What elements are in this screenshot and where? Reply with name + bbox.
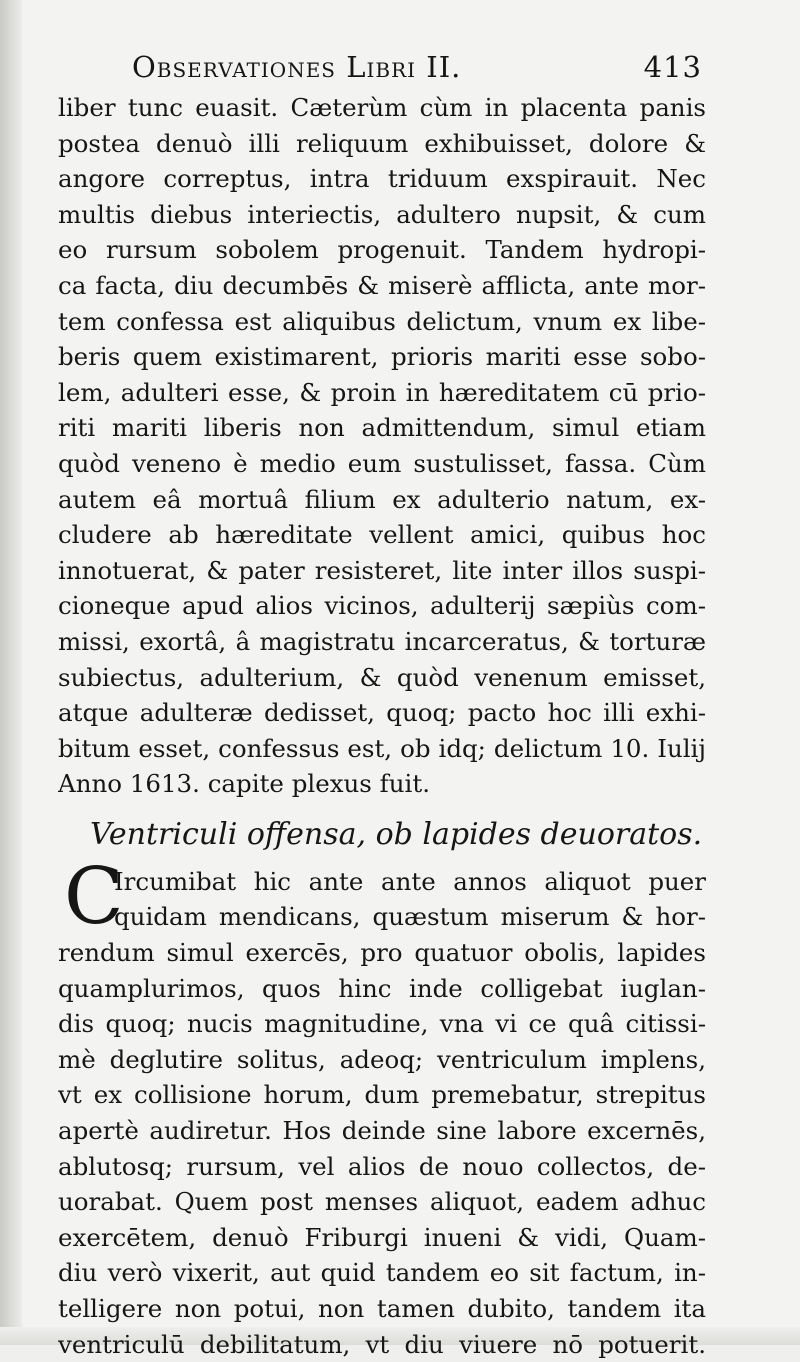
- text-line: telligere non potui, non tamen dubito, tandem ita: [58, 1294, 706, 1323]
- text-line: liber tunc euasit. Cæterùm cùm in placenta panis: [58, 93, 706, 122]
- text-line: vt ex collisione horum, dum premebatur, strepitus: [58, 1080, 706, 1110]
- text-line: exercētem, denuò Friburgi inueni & vidi, Quam-: [58, 1222, 706, 1252]
- text-line: ventriculū debilitatum, vt diu viuere nō potuerit.: [58, 1329, 706, 1359]
- text-line: multis diebus interiectis, adultero nupsit, & cum: [58, 199, 706, 229]
- running-header: [58, 44, 706, 90]
- text-line: uorabat. Quem post menses aliquot, eadem adhuc: [58, 1187, 706, 1217]
- paragraph-new-section: [58, 851, 706, 1362]
- text-line: lem, adulteri esse, & proin in hæreditatem cū prio-: [58, 377, 706, 407]
- text-line: beris quem existimarent, prioris mariti esse sobo-: [58, 342, 706, 372]
- text-line: apertè audiretur. Hos deinde sine labore excernēs,: [58, 1116, 706, 1146]
- text-line: subiectus, adulterium, & quòd venenum emisset,: [58, 662, 706, 692]
- text-line: Anno 1613. capite plexus fuit.: [58, 769, 430, 799]
- text-line: mè deglutire solitus, adeoq; ventriculum implens,: [58, 1044, 706, 1074]
- text-line: quidam mendicans, quæstum miserum & hor-: [114, 902, 706, 932]
- paragraph-continued: [58, 90, 706, 802]
- text-line: tem confessa est aliquibus delictum, vnum ex libe-: [58, 306, 706, 336]
- page-number: 413: [643, 50, 702, 84]
- text-line: cludere ab hæreditate vellent amici, quibus hoc: [58, 520, 706, 550]
- text-line: angore correptus, intra triduum exspirauit. Nec: [58, 164, 706, 194]
- running-title: Observationes Libri II.: [132, 50, 462, 84]
- text-line: innotuerat, & pater resisteret, lite inter illos suspi-: [58, 555, 706, 585]
- text-line: eo rursum sobolem progenuit. Tandem hydropi-: [58, 235, 706, 265]
- text-line: dis quoq; nucis magnitudine, vna vi ce quâ citissi-: [58, 1009, 706, 1039]
- text-line: rendum simul exercēs, pro quatuor obolis, lapides: [58, 938, 706, 968]
- text-line: quòd veneno è medio eum sustulisset, fassa. Cùm: [58, 448, 706, 478]
- drop-cap-initial: C: [64, 851, 124, 942]
- section-heading: Ventriculi offensa, ob lapides deuoratos.: [90, 816, 703, 852]
- text-line: Ircumibat hic ante ante annos aliquot puer: [114, 866, 706, 896]
- text-line: diu verò vixerit, aut quid tandem eo sit factum, in-: [58, 1258, 706, 1288]
- text-line: ca facta, diu decumbēs & miserè afflicta, ante mor-: [58, 270, 706, 300]
- text-line: cioneque apud alios vicinos, adulterij sæpiùs com-: [58, 591, 706, 621]
- text-line: ablutosq; rursum, vel alios de nouo collectos, de-: [58, 1151, 706, 1181]
- text-line: bitum esset, confessus est, ob idq; delictum 10. Iulij: [58, 733, 706, 763]
- text-line: atque adulteræ dedisset, quoq; pacto hoc illi exhi-: [58, 698, 706, 728]
- text-line: autem eâ mortuâ filium ex adulterio natum, ex-: [58, 484, 706, 514]
- book-page: [58, 44, 706, 1362]
- text-line: missi, exortâ, â magistratu incarceratus, & torturæ: [58, 626, 706, 656]
- text-line: postea denuò illi reliquum exhibuisset, dolore &: [58, 128, 706, 158]
- text-line: quamplurimos, quos hinc inde colligebat iuglan-: [58, 973, 706, 1003]
- book-gutter-shadow: [0, 0, 22, 1345]
- text-line: riti mariti liberis non admittendum, simul etiam: [58, 413, 706, 443]
